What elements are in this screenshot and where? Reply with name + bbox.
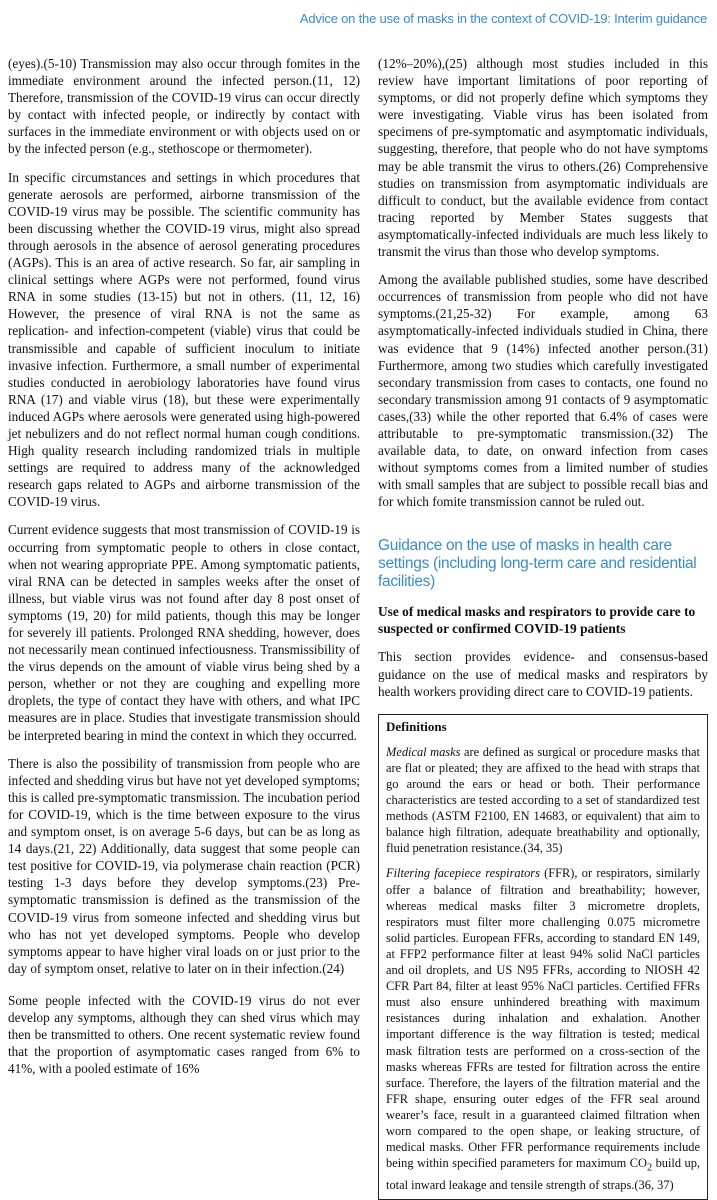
definition-text: (FFR), or respirators, similarly offer a balance of filtration and breathability; however, whereas medical masks filter 3 micrometre droplets, respirators must filter more challenging 0.075 micrometre solid particles. European FFRs, according to standard EN 149, at FFP2 performance filter at least 94% solid NaCl particles and oil droplets, and US N95 FFRs, according to NIOSH 42 CFR Part 84, filter at least 95% NaCl particles. Certified FFRs must also ensure unhindered breathing with maximum resistances during inhalation and exhalation. Another important difference is the way filtration is tested; medical mask filtration tests are performed on a cross-section of the masks whereas FFRs are tested for filtration across the entire surface. Therefore, the layers of the filtration material and the FFR shape, ensuring outer edges of the FFR seal around wearer’s face, result in a guaranteed claimed filtration when worn compared to the open shape, or leaking structure, of medical masks. Other FFR performance requirements include being within specified parameters for maximum CO	[386, 866, 700, 1171]
definition-text: build up, total inward leakage and tensile strength of straps.(36, 37)	[386, 1156, 700, 1192]
running-header: Advice on the use of masks in the context of COVID-19: Interim guidance	[299, 11, 707, 26]
left-column	[8, 55, 360, 1088]
term: Medical masks	[386, 744, 461, 759]
definition-ffr	[386, 865, 700, 1192]
section-heading: Guidance on the use of masks in health care settings (including long-term care and residential facilities)	[378, 537, 697, 591]
paragraph: Current evidence suggests that most transmission of COVID-19 is occurring from symptomatic people to others in close contact, when not wearing appropriate PPE. Among symptomatic patients, viral RNA can be detected in samples weeks after the onset of illness, but viable virus was not found after day 8 post onset of symptoms (19, 20) for mild patients, though this may be longer for severely ill patients. Prolonged RNA shedding, however, does not necessarily mean continued infectiousness. Transmissibility of the virus depends on the amount of viable virus being shed by a person, whether or not they are coughing and expelling more droplets, the type of contact they have with others, and what IPC measures are in place. Studies that investigate transmission should be interpreted bearing in mind the context in which they occurred.	[8, 522, 360, 743]
term: Filtering facepiece respirators	[386, 866, 540, 881]
definitions-title: Definitions	[386, 718, 447, 734]
definition-text: are defined as surgical or procedure masks that are flat or pleated; they are affixed to the head with straps that go around the ears or head or both. Their performance characteristics are tested according to a set of standardized test methods (ASTM F2100, EN 14683, or equivalent) that aim to balance high filtration, adequate breathability and optionally, fluid penetration resistance.(34, 35)	[386, 744, 700, 856]
paragraph: There is also the possibility of transmission from people who are infected and shedding virus but have not yet developed symptoms; this is called pre-symptomatic transmission. The incubation period for COVID-19, which is the time between exposure to the virus and symptom onset, is on average 5-6 days, but can be as long as 14 days.(21, 22) Additionally, data suggest that some people can test positive for COVID-19, via polymerase chain reaction (PCR) testing 1-3 days before they develop symptoms.(23) Pre-symptomatic transmission is defined as the transmission of the COVID-19 virus from someone infected and shedding virus but who has not yet developed symptoms. People who develop symptoms appear to have higher viral loads on or just prior to the day of symptom onset, relative to later on in their infection.(24)	[8, 755, 360, 976]
paragraph: (12%–20%),(25) although most studies included in this review have important limitations of poor reporting of symptoms, or did not properly define which symptoms they were investigating. Viable virus has been isolated from specimens of pre-symptomatic and asymptomatic individuals, suggesting, therefore, that people who do not have symptoms may be able transmit the virus to others.(26) Comprehensive studies on transmission from asymptomatic individuals are difficult to conduct, but the available evidence from contact tracing reported by Member States suggests that asymptomatically-infected individuals are much less likely to transmit the virus than those who develop symptoms.	[378, 56, 708, 260]
definitions-box	[378, 714, 708, 1200]
subscript: 2	[646, 1162, 653, 1174]
paragraph: Some people infected with the COVID-19 virus do not ever develop any symptoms, although they can shed virus which may then be transmitted to others. One recent systematic review found that the proportion of asymptomatic cases ranged from 6% to 41%, with a pooled estimate of 16%	[8, 992, 360, 1077]
paragraph: (eyes).(5-10) Transmission may also occur through fomites in the immediate environment around the infected person.(11, 12) Therefore, transmission of the COVID-19 virus can occur directly by contact with infected people, or indirectly by contact with surfaces in the immediate environment or with objects used on or by the infected person (e.g., stethoscope or thermometer).	[8, 56, 360, 157]
paragraph: This section provides evidence- and consensus-based guidance on the use of medical masks and respirators by health workers providing direct care to COVID-19 patients.	[378, 649, 708, 699]
subheading: Use of medical masks and respirators to provide care to suspected or confirmed COVID-19 patients	[378, 604, 696, 637]
paragraph: In specific circumstances and settings in which procedures that generate aerosols are performed, airborne transmission of the COVID-19 virus may be possible. The scientific community has been discussing whether the COVID-19 virus, might also spread through aerosols in the absence of aerosol generating procedures (AGPs). This is an area of active research. So far, air sampling in clinical settings where AGPs were not performed, found virus RNA in some studies (13-15) but not in others. (11, 12, 16) However, the presence of viral RNA is not the same as replication- and infection-competent (viable) virus that could be transmissible and capable of sufficient inoculum to initiate invasive infection. Furthermore, a small number of experimental studies conducted in aerobiology laboratories have found virus RNA (17) and viable virus (18), but these were experimentally induced AGPs where aerosols were generated using high-powered jet nebulizers and do not reflect normal human cough conditions. High quality research including randomized trials in multiple settings are required to address many of the acknowledged research gaps related to AGPs and airborne transmission of the COVID-19 virus.	[8, 169, 360, 510]
definition-medical-masks	[386, 744, 700, 857]
paragraph: Among the available published studies, some have described occurrences of transmission from people who did not have symptoms.(21,25-32) For example, among 63 asymptomatically-infected individuals studied in China, there was evidence that 9 (14%) infected another person.(31) Furthermore, among two studies which carefully investigated secondary transmission from cases to contacts, one found no secondary transmission among 91 contacts of 9 asymptomatic cases,(33) while the other reported that 6.4% of cases were attributable to pre-symptomatic transmission.(32) The available data, to date, on onward infection from cases without symptoms comes from a limited number of studies with small samples that are subject to possible recall bias and for which fomite transmission cannot be ruled out.	[378, 272, 708, 510]
right-column	[378, 55, 708, 1200]
